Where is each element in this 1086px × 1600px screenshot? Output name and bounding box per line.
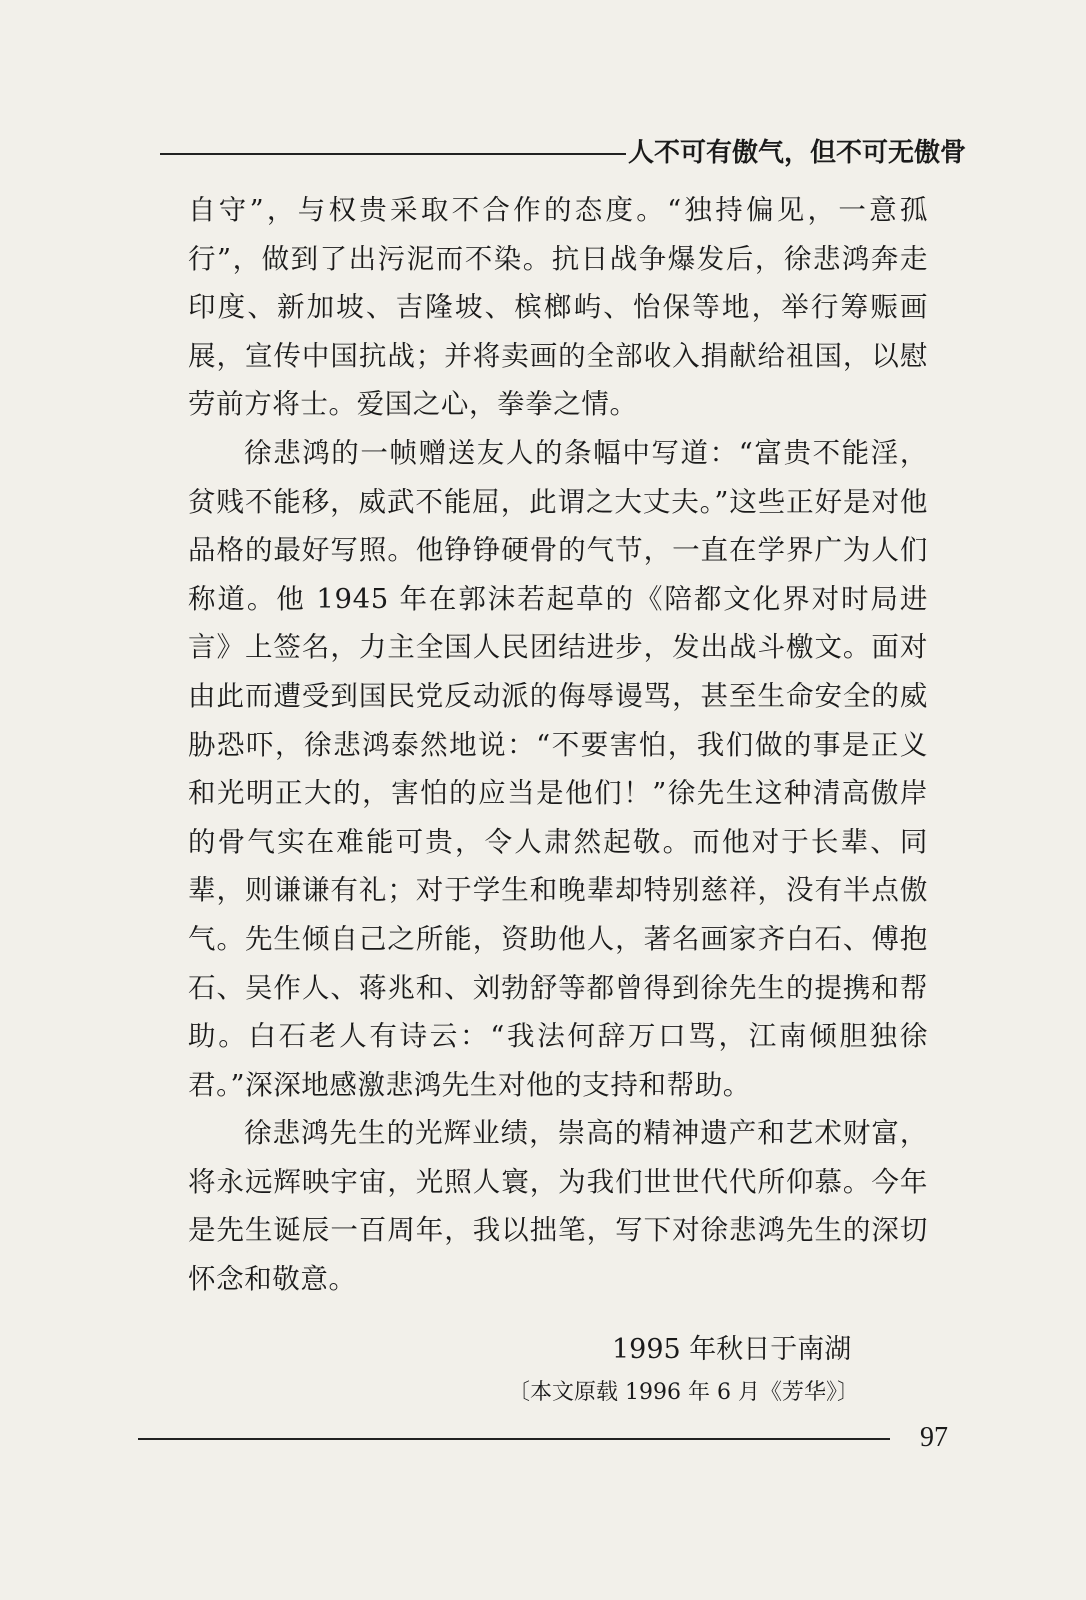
source-note: 〔本文原载 1996 年 6 月《芳华》〕 [508, 1380, 859, 1405]
running-header-title: 人不可有傲气，但不可无傲骨 [628, 138, 967, 168]
paragraph-1: 自守”，与权贵采取不合作的态度。“独持偏见，一意孤行”，做到了出污泥而不染。抗日战争爆发后，徐悲鸿奔走印度、新加坡、吉隆坡、槟榔屿、怡保等地，举行筹赈画展，宣传中国抗战；并将卖画的全部收入捐献给祖国，以慰劳前方将士。爱国之心，拳拳之情。 [188, 194, 928, 421]
header-rule [160, 153, 626, 155]
paragraph-3: 徐悲鸿先生的光辉业绩，崇高的精神遗产和艺术财富，将永远辉映宇宙，光照人寰，为我们世世代代所仰慕。今年是先生诞辰一百周年，我以拙笔，写下对徐悲鸿先生的深切怀念和敬意。 [188, 1117, 928, 1296]
paragraph-2: 徐悲鸿的一帧赠送友人的条幅中写道：“富贵不能淫，贫贱不能移，威武不能屈，此谓之大丈夫。”这些正好是对他品格的最好写照。他铮铮硬骨的气节，一直在学界广为人们称道。他 1945 年在郭沫若起草的《陪都文化界对时局进言》上签名，力主全国人民团结进步，发出战斗檄文。面对由此而遭受到国民党反动派的侮辱谩骂，甚至生命安全的威胁恐吓，徐悲鸿泰然地说：“不要害怕，我们做的事是正义和光明正大的，害怕的应当是他们！”徐先生这种清高傲岸的骨气实在难能可贵，令人肃然起敬。而他对于长辈、同辈，则谦谦有礼；对于学生和晚辈却特别慈祥，没有半点傲气。先生倾自己之所能，资助他人，著名画家齐白石、傅抱石、吴作人、蒋兆和、刘勃舒等都曾得到徐先生的提携和帮助。白石老人有诗云：“我法何辞万口骂，江南倾胆独徐君。”深深地感激悲鸿先生对他的支持和帮助。 [188, 436, 928, 1101]
footer-rule [138, 1438, 890, 1440]
page-number: 97 [920, 1422, 948, 1453]
body-text [188, 186, 928, 1304]
date-signature: 1995 年秋日于南湖 [612, 1334, 852, 1365]
